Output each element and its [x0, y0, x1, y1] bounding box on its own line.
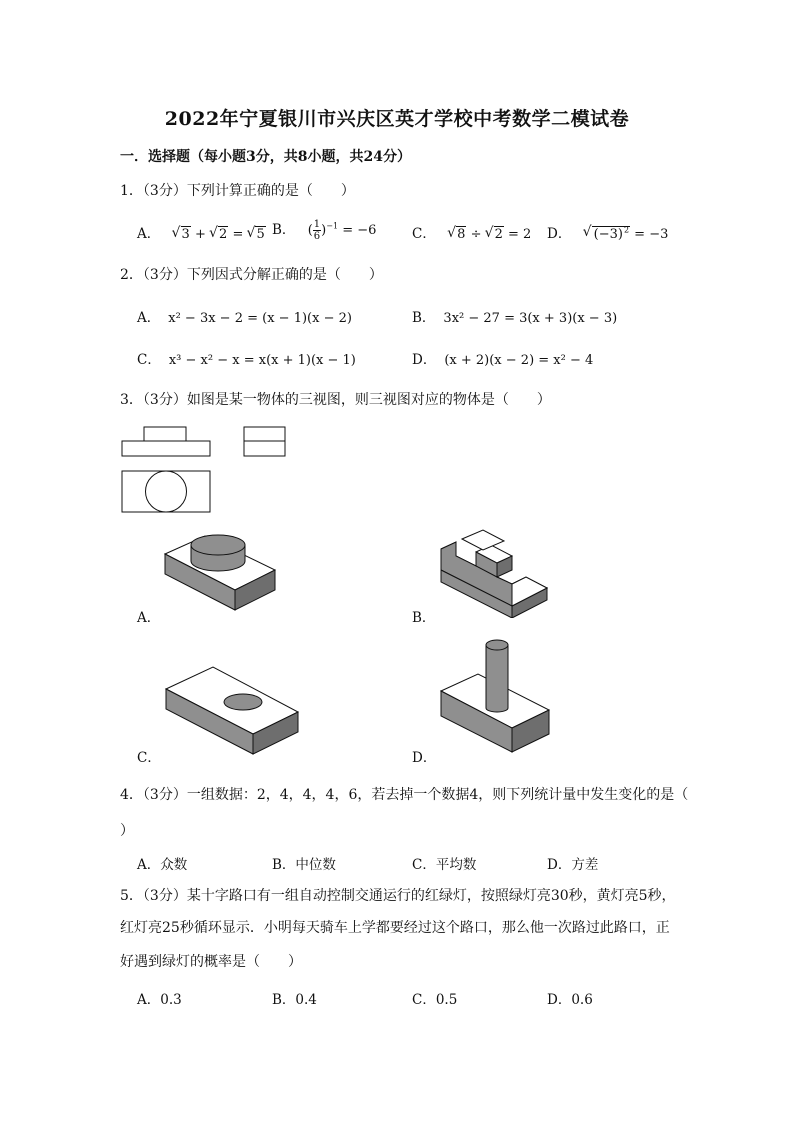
q4-option-b: B．中位数 [272, 857, 336, 873]
option-label: D． [412, 352, 437, 368]
operator: + [194, 227, 206, 242]
rhs: = 2 [508, 227, 532, 242]
radicand: 3 [181, 227, 190, 242]
rhs: = −6 [342, 223, 377, 238]
q5-option-d: D．0.6 [547, 992, 593, 1008]
three-view-drawing [118, 424, 298, 516]
radicand: 8 [457, 227, 466, 242]
option-expression: x² − 3x − 2 = (x − 1)(x − 2) [168, 311, 352, 326]
operator: = [232, 227, 244, 242]
option-label: C． [137, 352, 161, 368]
q2-option-d [412, 348, 593, 368]
front-view-base [122, 441, 210, 456]
q3-option-c-label: C． [137, 750, 161, 766]
solid-figure-c [163, 664, 301, 756]
question-5-line-3: 好遇到绿灯的概率是（ ） [120, 954, 302, 970]
side-view-base [244, 441, 285, 456]
q5-option-b: B．0.4 [272, 992, 317, 1008]
rhs: = −3 [634, 227, 669, 242]
section-heading: 一．选择题（每小题3分，共8小题，共24分） [120, 149, 411, 165]
question-4-stem-cont: ） [120, 823, 134, 839]
q2-option-a [137, 306, 352, 326]
q4-option-d: D．方差 [547, 857, 599, 873]
option-expression: (x + 2)(x − 2) = x² − 4 [444, 353, 594, 368]
solid-figure-b [438, 526, 550, 618]
exponent: −1 [326, 221, 339, 231]
q1-option-a [137, 222, 266, 242]
option-label: B． [272, 222, 296, 238]
solid-figure-a [160, 528, 280, 618]
q5-option-a: A．0.3 [137, 992, 182, 1008]
operator: ÷ [470, 227, 482, 242]
radicand: 2 [494, 227, 503, 242]
question-1-stem: 1．（3分）下列计算正确的是（ ） [120, 183, 355, 199]
question-2-stem: 2．（3分）下列因式分解正确的是（ ） [120, 267, 383, 283]
radicand: 5 [256, 227, 265, 242]
q1-option-c [412, 222, 531, 242]
top-view-circle [146, 471, 187, 512]
question-3-stem: 3．（3分）如图是某一物体的三视图，则三视图对应的物体是（ ） [120, 392, 551, 408]
question-4-stem: 4．（3分）一组数据：2，4，4，4，6，若去掉一个数据4，则下列统计量中发生变化的是（ [120, 787, 689, 803]
q3-option-d-label: D． [412, 750, 437, 766]
front-view-top [144, 427, 186, 441]
q5-option-c: C．0.5 [412, 992, 458, 1008]
denominator: 6 [313, 231, 321, 242]
q4-option-c: C．平均数 [412, 857, 477, 873]
option-label: A． [137, 226, 161, 242]
radicand: 2 [219, 227, 228, 242]
exponent: 2 [623, 225, 630, 235]
q1-option-d [547, 222, 668, 242]
question-5-line-1: 5．（3分）某十字路口有一组自动控制交通运行的红绿灯，按照绿灯亮30秒，黄灯亮5秒， [120, 888, 676, 904]
q2-option-c [137, 348, 356, 368]
side-view-top [244, 427, 285, 441]
page-title: 2022年宁夏银川市兴庆区英才学校中考数学二模试卷 [164, 108, 630, 130]
option-label: D． [547, 226, 572, 242]
option-expression: x³ − x² − x = x(x + 1)(x − 1) [168, 353, 356, 368]
option-label: C． [412, 226, 436, 242]
top-view-rect [122, 471, 210, 512]
q3-option-b-label: B． [412, 610, 436, 626]
q4-option-a: A．众数 [137, 857, 188, 873]
numerator: 1 [313, 219, 321, 230]
radicand: (−3) [593, 227, 623, 242]
q3-option-a-label: A． [137, 610, 161, 626]
option-label: A． [137, 310, 161, 326]
question-5-line-2: 红灯亮25秒循环显示．小明每天骑车上学都要经过这个路口，那么他一次路过此路口，正 [120, 920, 670, 936]
solid-figure-d [438, 636, 552, 756]
q2-option-b [412, 306, 617, 326]
q1-option-b: B． ( $\frac{1}{6}$ )$^{-1}$ = −6 [272, 219, 377, 242]
option-label: B． [412, 310, 436, 326]
option-expression: 3x² − 27 = 3(x + 3)(x − 3) [443, 311, 618, 326]
